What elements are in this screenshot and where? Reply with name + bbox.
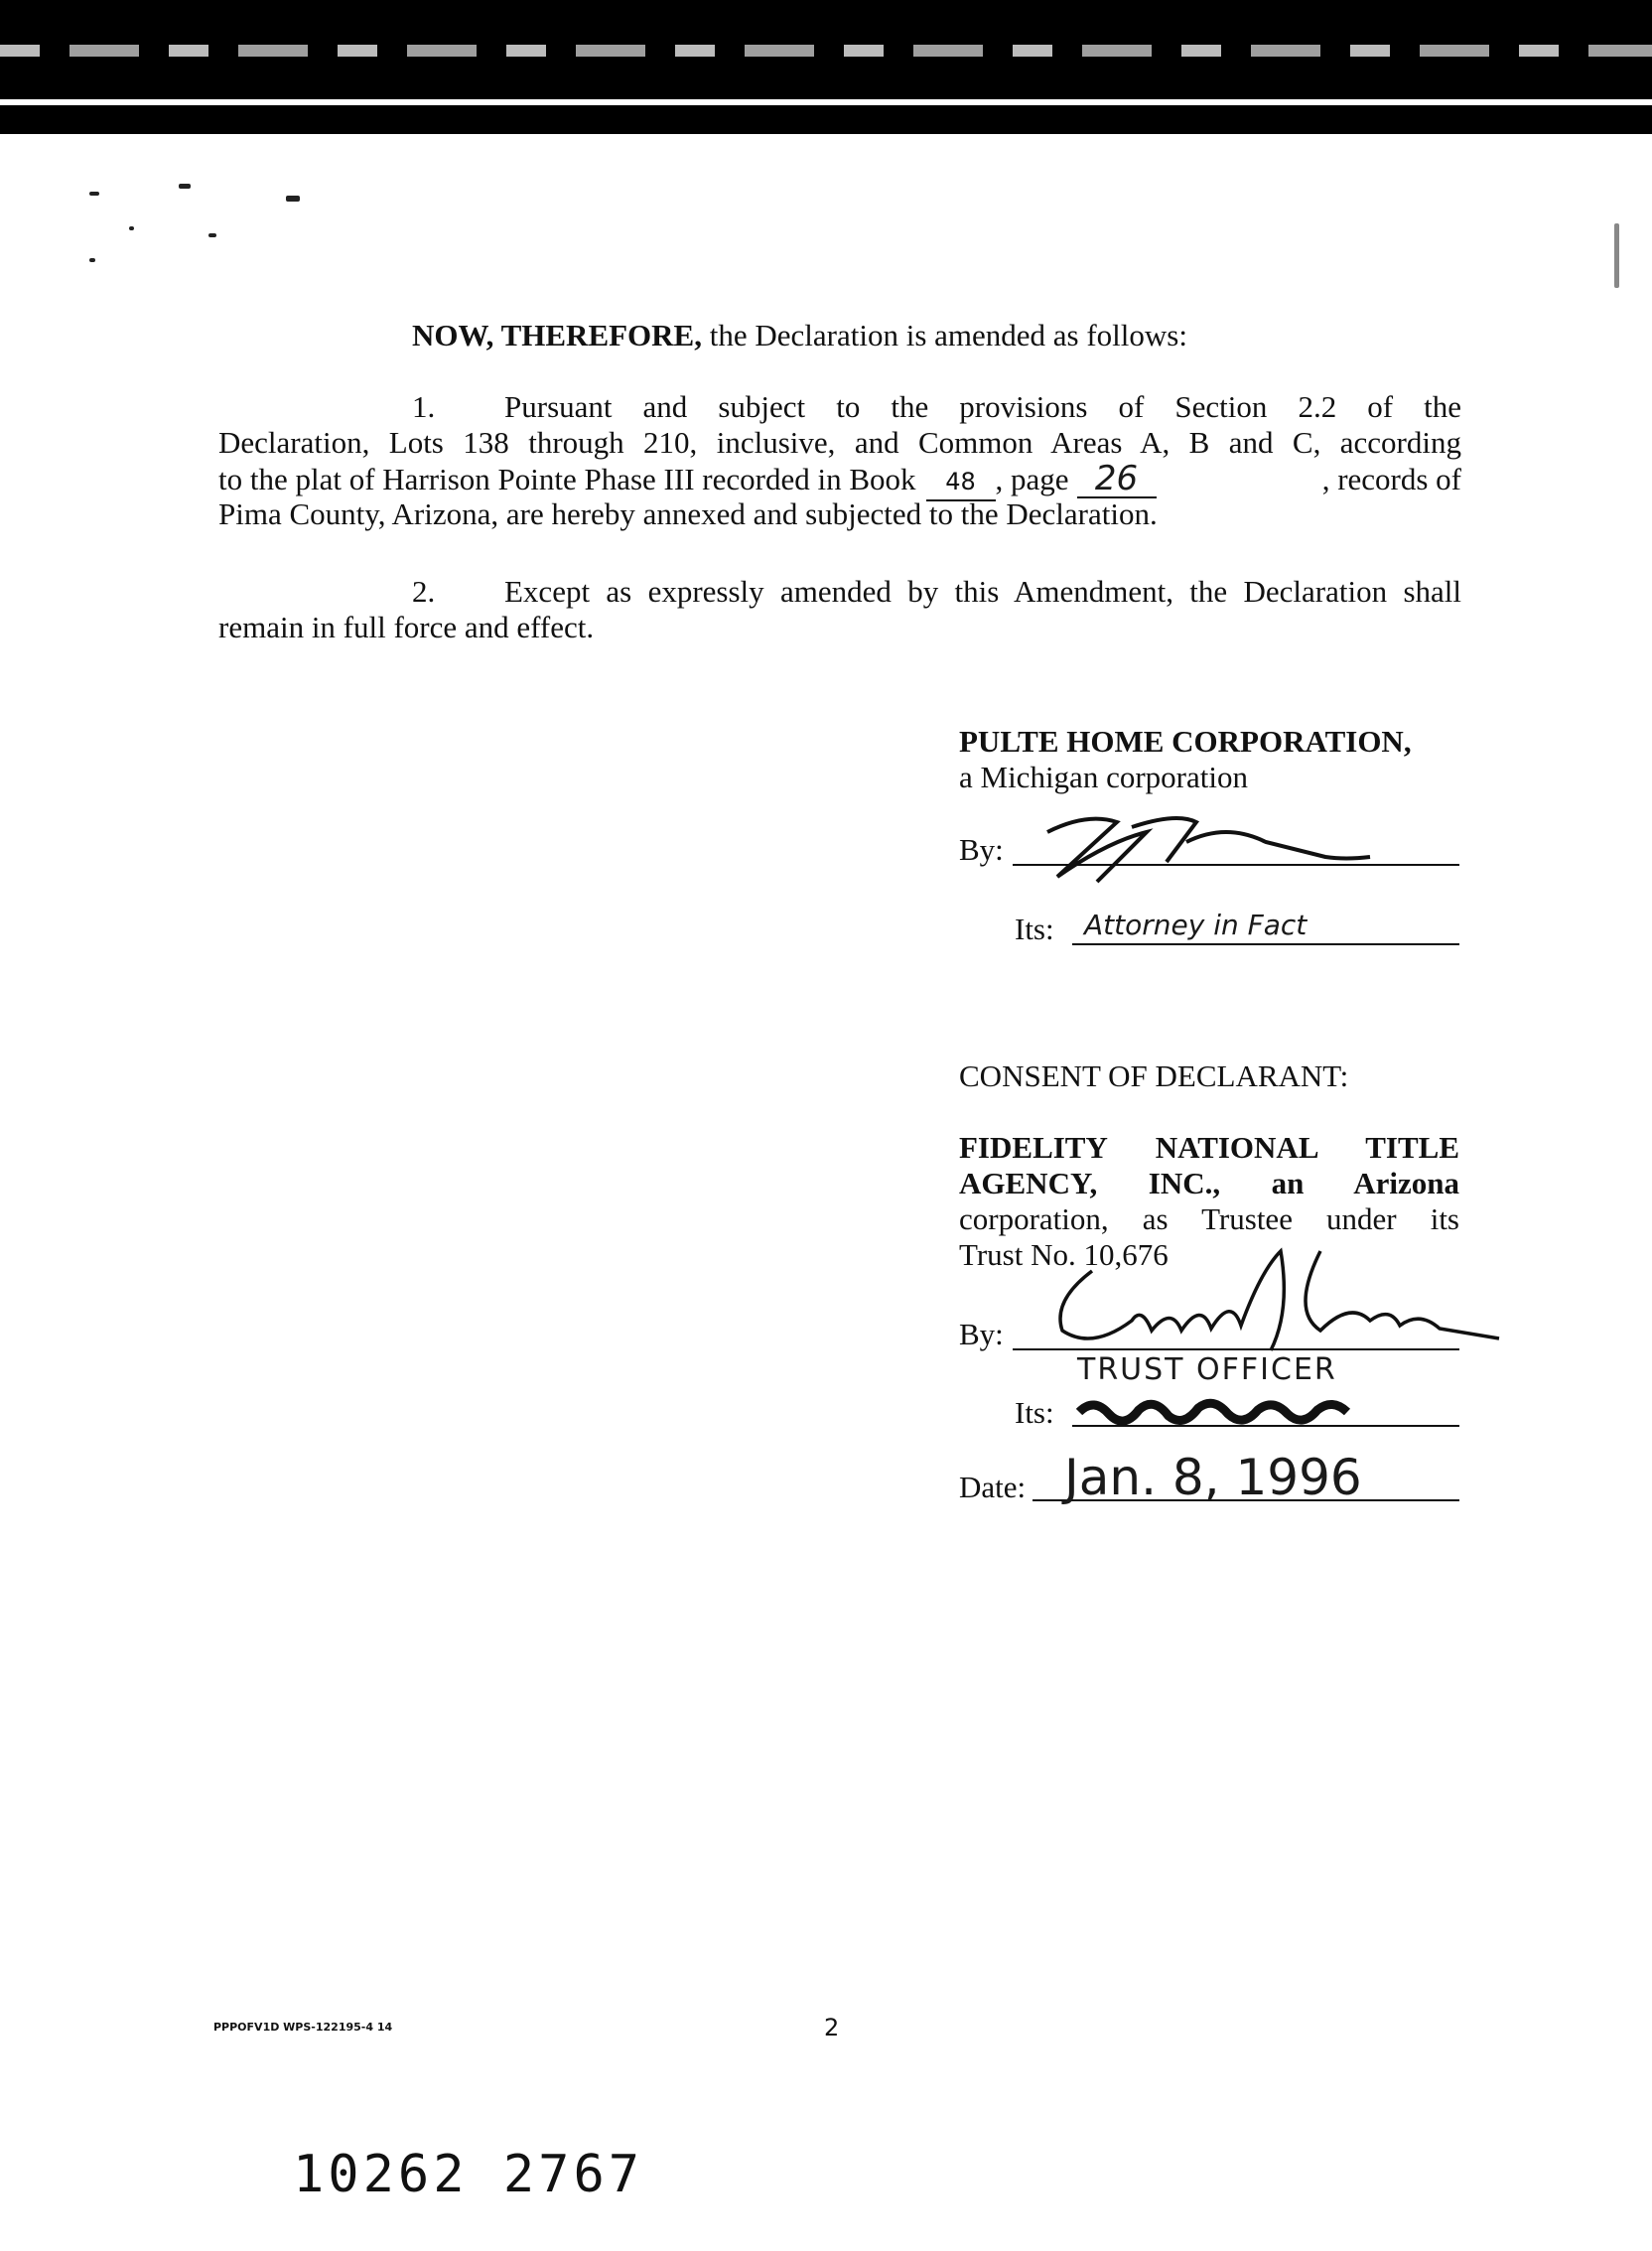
scan-speck — [89, 258, 95, 262]
signer-1-its-line — [1072, 943, 1459, 945]
clause-2-line-2: remain in full force and effect. — [218, 610, 595, 644]
page-number: 2 — [824, 2014, 840, 2041]
clause-1-line-3 — [218, 461, 1461, 501]
consent-its-scribble — [1074, 1392, 1372, 1432]
consent-by-label: By: — [959, 1317, 1004, 1351]
signer-1-by-label: By: — [959, 832, 1004, 867]
scan-line — [0, 99, 1652, 105]
consent-its-handwritten: TRUST OFFICER — [1077, 1352, 1337, 1387]
scan-streak — [0, 45, 1652, 57]
footer-code: PPPOFV1D WPS-122195-4 14 — [213, 2021, 393, 2034]
consent-line-4: Trust No. 10,676 — [959, 1237, 1169, 1272]
consent-line-2-text: AGENCY, INC., an Arizona — [959, 1166, 1459, 1200]
consent-signature — [1023, 1211, 1509, 1370]
page-number-handwritten: 26 — [1077, 461, 1157, 498]
declaration-heading-lead: NOW, THEREFORE, — [412, 318, 702, 352]
scan-speck — [208, 233, 216, 237]
records-of-label: , records of — [1321, 462, 1461, 496]
signer-1-signature — [1028, 802, 1385, 892]
clause-1-number: 1. — [412, 389, 436, 424]
signer-1-description: a Michigan corporation — [959, 760, 1248, 794]
clause-1-line-2: Declaration, Lots 138 through 210, inclusive, and Common Areas A, B and C, according — [218, 425, 1461, 460]
consent-its-label: Its: — [1015, 1395, 1054, 1430]
scan-speck — [286, 196, 300, 202]
declaration-heading — [412, 318, 1187, 353]
document-number: 10262 2767 — [293, 2145, 644, 2204]
consent-line-2 — [959, 1166, 1459, 1201]
consent-line-1: FIDELITY NATIONAL TITLE — [959, 1130, 1459, 1165]
clause-1-line-3-text: to the plat of Harrison Pointe Phase III recorded in Book — [218, 462, 916, 496]
declaration-heading-rest: the Declaration is amended as follows: — [702, 318, 1187, 352]
clause-1-line-1: Pursuant and subject to the provisions of Section 2.2 of the — [504, 389, 1461, 424]
signer-1-its-handwritten: Attorney in Fact — [1084, 909, 1308, 941]
consent-date-label: Date: — [959, 1470, 1027, 1504]
page-label: , page — [995, 462, 1069, 496]
scan-speck — [1614, 223, 1619, 288]
consent-line-3: corporation, as Trustee under its — [959, 1201, 1459, 1236]
clause-1-line-4: Pima County, Arizona, are hereby annexed and subjected to the Declaration. — [218, 496, 1158, 531]
book-number: 48 — [926, 464, 996, 501]
scan-speck — [129, 226, 134, 230]
consent-heading: CONSENT OF DECLARANT: — [959, 1058, 1349, 1093]
scan-speck — [89, 192, 99, 196]
scan-speck — [179, 184, 191, 189]
scan-border-top — [0, 0, 1652, 134]
clause-2-line-1: Except as expressly amended by this Amendment, the Declaration shall — [504, 574, 1461, 609]
signer-1-its-label: Its: — [1015, 912, 1054, 946]
consent-date-handwritten: Jan. 8, 1996 — [1064, 1449, 1362, 1506]
signer-1-name: PULTE HOME CORPORATION, — [959, 724, 1412, 759]
clause-2-number: 2. — [412, 574, 436, 609]
